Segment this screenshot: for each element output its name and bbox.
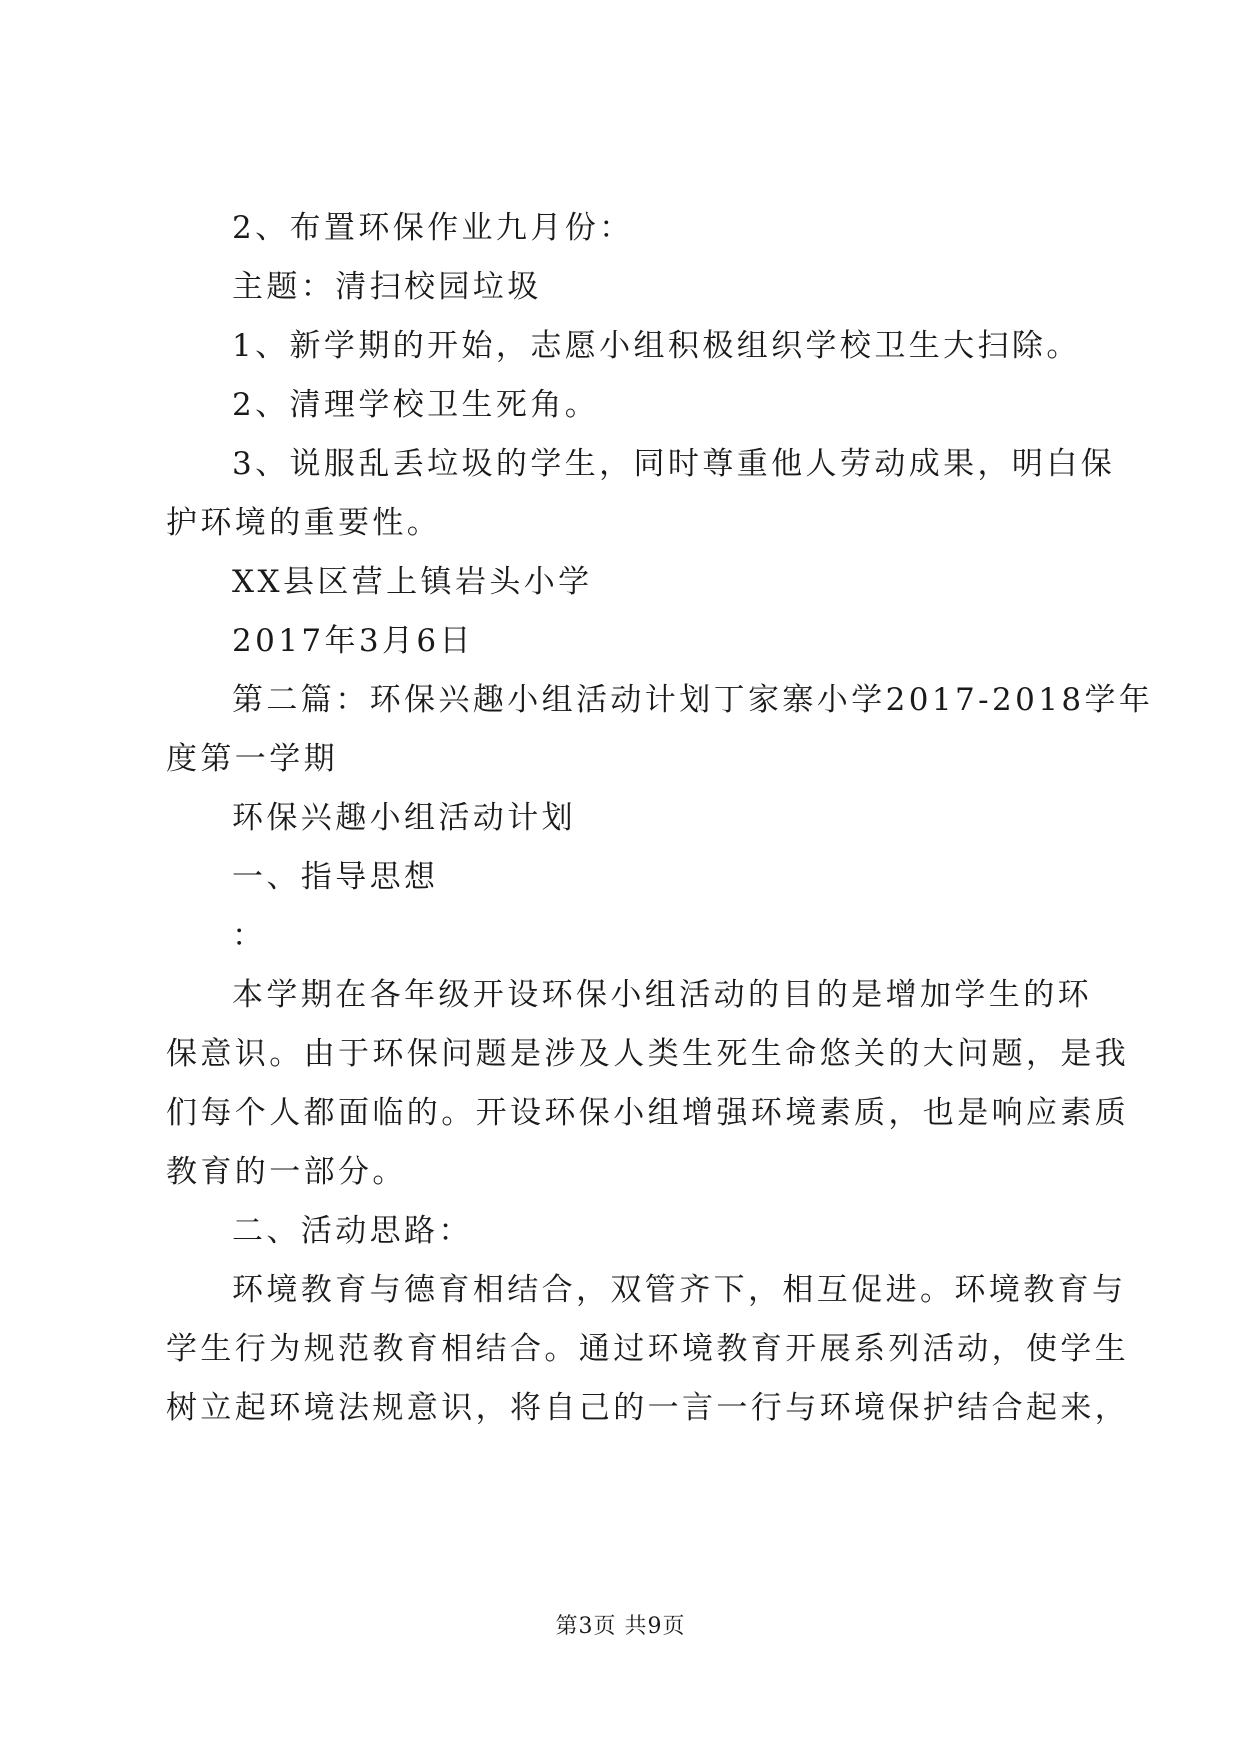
text-line: 教育的一部分。 xyxy=(166,1154,407,1190)
text-line: 环境教育与德育相结合，双管齐下，相互促进。环境教育与 xyxy=(232,1272,1127,1308)
text-line: 2、清理学校卫生死角。 xyxy=(232,387,600,423)
page-number-footer: 第3页 共9页 xyxy=(555,1614,686,1639)
text-line: 本学期在各年级开设环保小组活动的目的是增加学生的环 xyxy=(232,977,1092,1013)
text-line: 们每个人都面临的。开设环保小组增强环境素质，也是响应素质 xyxy=(166,1095,1130,1131)
text-line: 3、说服乱丢垃圾的学生，同时尊重他人劳动成果，明白保 xyxy=(232,446,1116,482)
text-line: XX县区营上镇岩头小学 xyxy=(232,564,593,600)
text-line: 主题：清扫校园垃圾 xyxy=(232,269,542,305)
text-line: ： xyxy=(232,918,267,954)
text-line: 保意识。由于环保问题是涉及人类生死生命悠关的大问题，是我 xyxy=(166,1036,1130,1072)
text-line: 一、指导思想 xyxy=(232,859,439,895)
section-heading: 度第一学期 xyxy=(166,741,338,777)
text-line: 学生行为规范教育相结合。通过环境教育开展系列活动，使学生 xyxy=(166,1331,1130,1367)
text-line: 二、活动思路： xyxy=(232,1213,473,1249)
text-line: 2017年3月6日 xyxy=(232,623,474,659)
text-line: 1、新学期的开始，志愿小组积极组织学校卫生大扫除。 xyxy=(232,328,1081,364)
text-line: 树立起环境法规意识，将自己的一言一行与环境保护结合起来， xyxy=(166,1390,1130,1426)
text-line: 环保兴趣小组活动计划 xyxy=(232,800,576,836)
text-line: 护环境的重要性。 xyxy=(166,505,442,541)
section-heading: 第二篇：环保兴趣小组活动计划丁家寨小学2017-2018学年 xyxy=(232,682,1154,718)
text-line: 2、布置环保作业九月份： xyxy=(232,210,634,246)
